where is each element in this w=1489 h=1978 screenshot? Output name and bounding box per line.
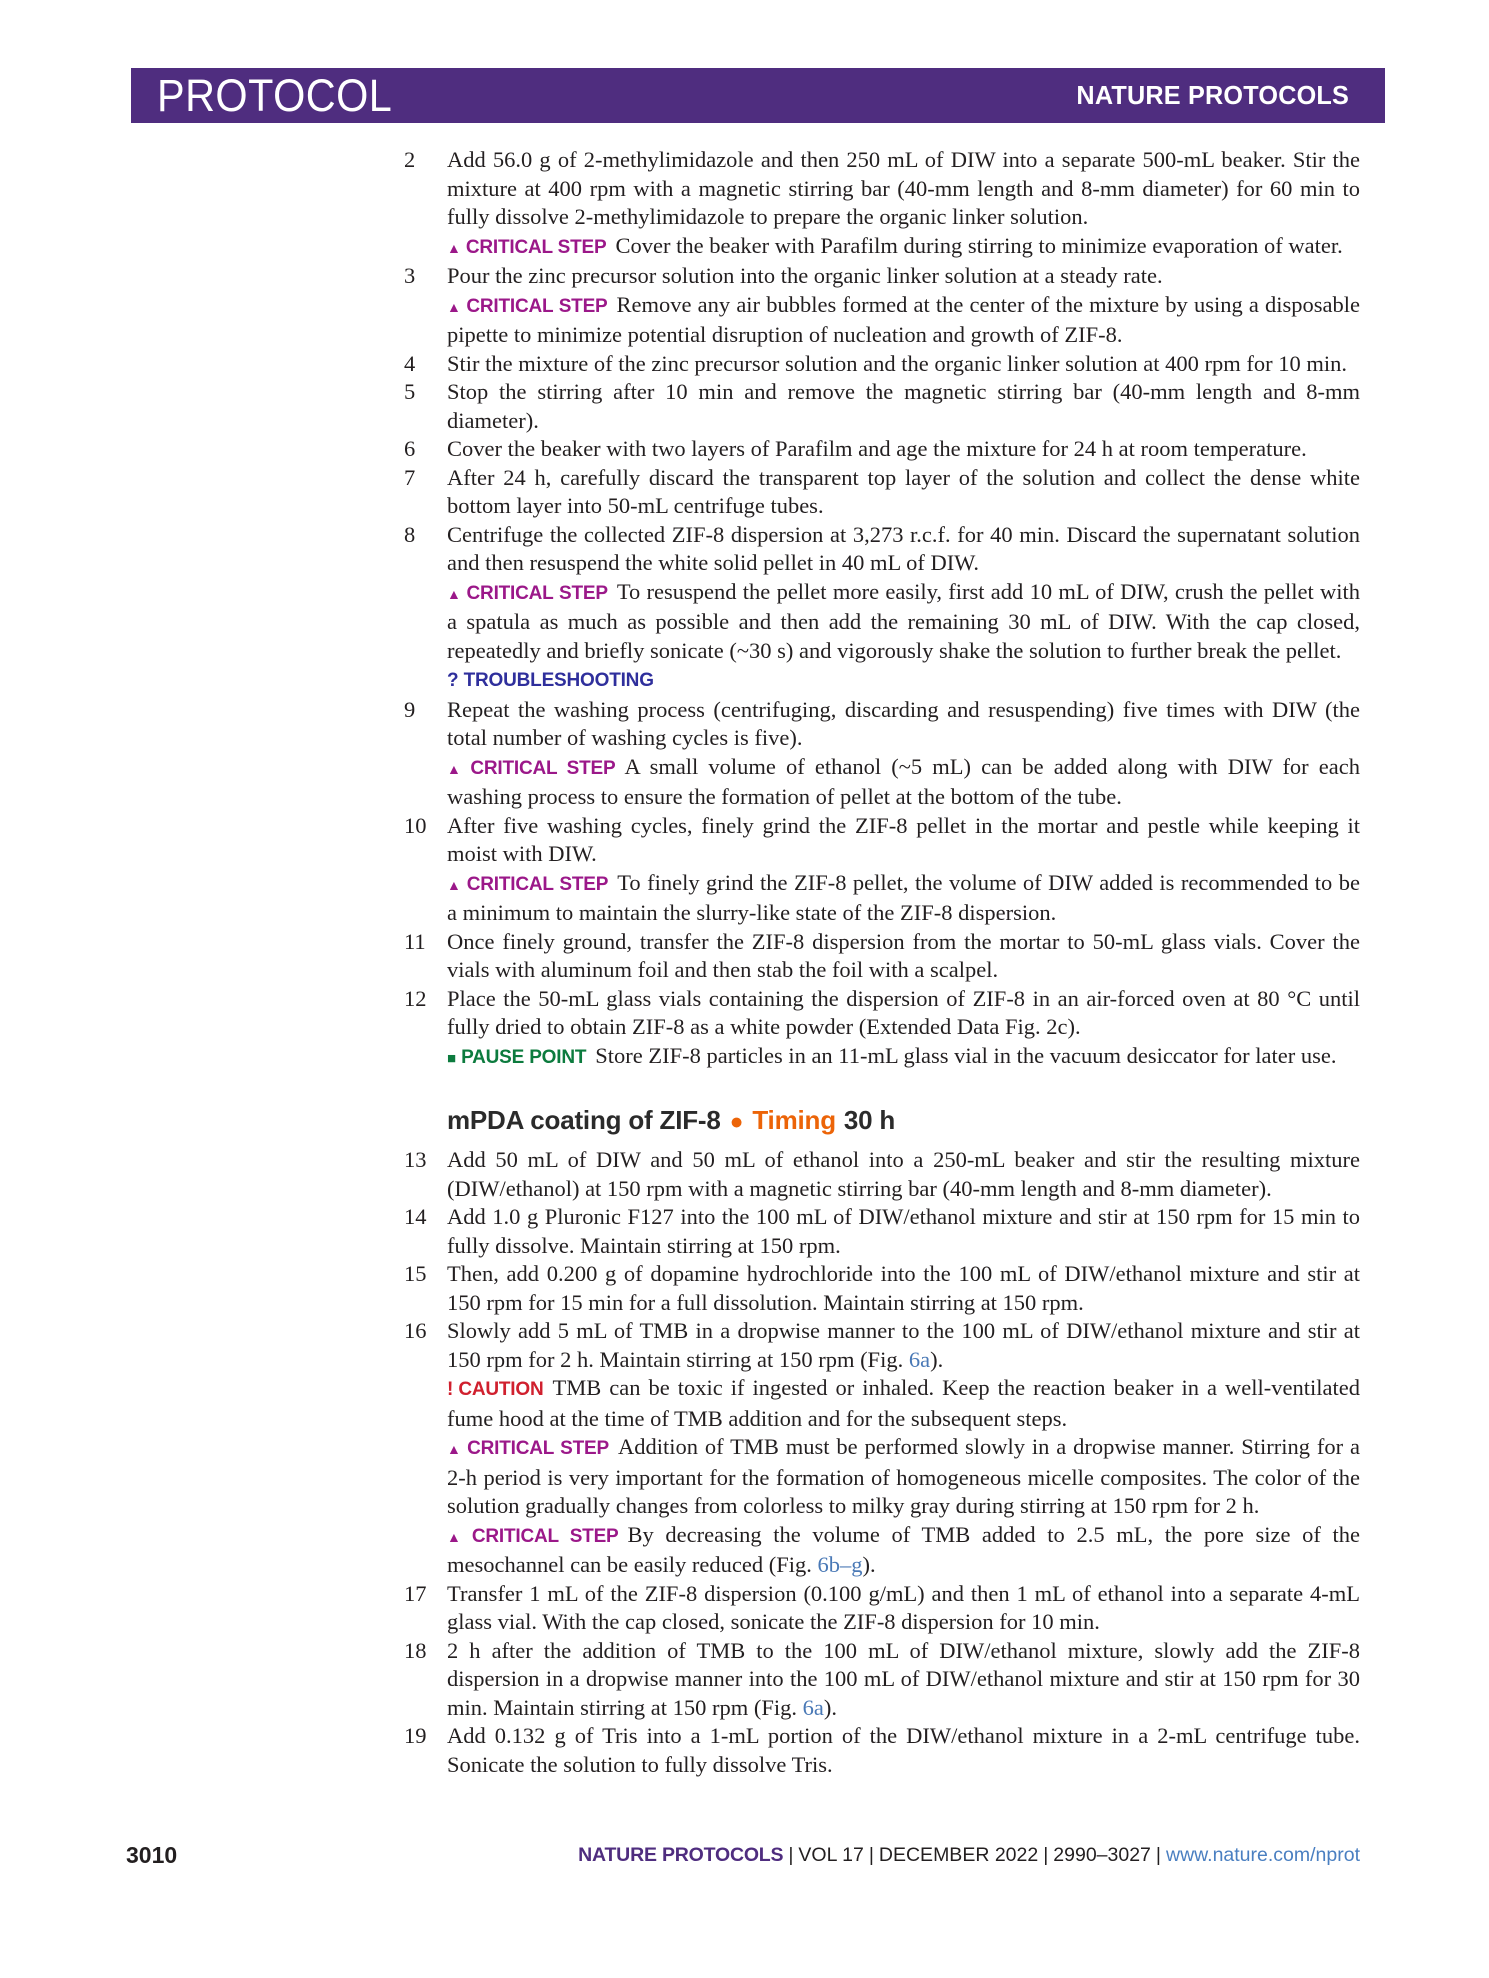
critical-marker-icon: ▲: [447, 239, 461, 256]
footer-date: DECEMBER 2022: [878, 1844, 1039, 1866]
section-heading-title: mPDA coating of ZIF-8: [447, 1105, 721, 1135]
step-number: 9: [404, 696, 416, 722]
protocol-step: [404, 262, 1360, 350]
critical-label: CRITICAL STEP: [466, 582, 608, 604]
step-text: Stir the mixture of the zinc precursor solution and the organic linker solution at 400 rpm for 10 min.: [447, 350, 1348, 376]
step-number: 19: [404, 1723, 427, 1748]
critical-note: ▲ CRITICAL STEP Cover the beaker with Parafilm during stirring to minimize evaporation of water.: [447, 232, 1343, 258]
critical-label: CRITICAL STEP: [471, 1525, 619, 1547]
protocol-step: [404, 1260, 1360, 1317]
protocol-steps: [404, 146, 1360, 1779]
step-text: After 24 h, carefully discard the transparent top layer of the solution and collect the dense white bottom layer into 50-mL centrifuge tubes.: [447, 464, 1360, 518]
protocol-step: [404, 1203, 1360, 1260]
figure-link[interactable]: 6a: [802, 1694, 824, 1720]
critical-marker-icon: ▲: [447, 760, 466, 777]
protocol-step: [404, 1317, 1360, 1580]
step-text: Add 1.0 g Pluronic F127 into the 100 mL of DIW/ethanol mixture and stir at 150 rpm for 15 min to fully dissolve. Maintain stirring at 150 rpm.: [447, 1204, 1360, 1258]
troubleshooting-marker-icon: ?: [447, 670, 459, 691]
step-content: [447, 696, 1360, 812]
troubleshooting-label: TROUBLESHOOTING: [463, 670, 654, 691]
footer-link[interactable]: www.nature.com/nprot: [1165, 1844, 1360, 1866]
step-number: 10: [404, 812, 427, 838]
step-text: Pour the zinc precursor solution into the organic linker solution at a steady rate.: [447, 263, 1163, 288]
step-number: 13: [404, 1147, 427, 1172]
critical-note: ▲ CRITICAL STEP A small volume of ethanol (~5 mL) can be added along with DIW for each washing process to ensure the formation of pellet at the bottom of the tube.: [447, 753, 1360, 809]
figure-link[interactable]: 6a: [908, 1346, 931, 1372]
critical-note: ▲ CRITICAL STEP To resuspend the pellet more easily, first add 10 mL of DIW, crush the pellet with a spatula as much as possible and then add the remaining 30 mL of DIW. With the cap closed, repeatedly and briefly sonicate (~30 s) and vigorously shake the solution to further break the pellet.: [447, 578, 1360, 663]
figure-link[interactable]: 6b–g: [817, 1552, 863, 1577]
step-content: [447, 1146, 1360, 1203]
protocol-step: [404, 464, 1360, 521]
step-content: [447, 378, 1360, 435]
footer-separator: |: [868, 1844, 874, 1866]
troubleshooting-note: [447, 665, 1360, 696]
step-number: 8: [404, 521, 416, 547]
step-number: 14: [404, 1204, 427, 1229]
step-number: 12: [404, 985, 427, 1011]
footer-separator: |: [1043, 1844, 1049, 1866]
step-content: [447, 1260, 1360, 1317]
critical-label: CRITICAL STEP: [465, 236, 607, 258]
protocol-step: [404, 350, 1360, 379]
step-text: Then, add 0.200 g of dopamine hydrochloride into the 100 mL of DIW/ethanol mixture and stir at 150 rpm for 15 min for a full dissolution. Maintain stirring at 150 rpm.: [447, 1261, 1360, 1315]
step-text: Add 50 mL of DIW and 50 mL of ethanol into a 250-mL beaker and stir the resulting mixture (DIW/ethanol) at 150 rpm with a magnetic stirring bar (40-mm length and 8-mm diameter).: [447, 1147, 1360, 1201]
critical-note: ▲ CRITICAL STEP By decreasing the volume of TMB added to 2.5 mL, the pore size of the mesochannel can be easily reduced (Fig. 6b–g).: [447, 1521, 1361, 1577]
step-content: [447, 464, 1360, 521]
step-content: [447, 928, 1360, 985]
step-text: Centrifuge the collected ZIF-8 dispersion at 3,273 r.c.f. for 40 min. Discard the supernatant solution and then resuspend the white solid pellet in 40 mL of DIW.: [447, 521, 1360, 575]
protocol-step: [404, 435, 1360, 464]
step-content: [447, 1203, 1360, 1260]
protocol-step: [404, 985, 1360, 1074]
header-band: [131, 68, 1385, 123]
protocol-step: [404, 1637, 1360, 1723]
caution-marker-icon: !: [447, 1379, 454, 1400]
step-content: [447, 146, 1360, 262]
timing-dot-icon: ●: [729, 1108, 744, 1134]
protocol-step: [404, 1146, 1360, 1203]
step-text: Add 0.132 g of Tris into a 1-mL portion of the DIW/ethanol mixture in a 2-mL centrifuge tube. Sonicate the solution to fully dissolve Tris.: [447, 1723, 1360, 1777]
critical-label: CRITICAL STEP: [467, 1438, 609, 1459]
step-number: 2: [404, 147, 416, 172]
step-number: 4: [404, 350, 416, 376]
step-text: Stop the stirring after 10 min and remove the magnetic stirring bar (40-mm length and 8-mm diameter).: [447, 379, 1360, 433]
step-text: Place the 50-mL glass vials containing the dispersion of ZIF-8 in an air-forced oven at 80 °C until fully dried to obtain ZIF-8 as a white powder (Extended Data Fig. 2c).: [447, 985, 1360, 1039]
protocol-step: [404, 146, 1360, 262]
step-number: 17: [404, 1580, 427, 1606]
step-number: 5: [404, 379, 416, 404]
footer-volume: VOL 17: [798, 1844, 864, 1866]
step-text: Add 56.0 g of 2-methylimidazole and then 250 mL of DIW into a separate 500-mL beaker. Stir the mixture at 400 rpm with a magnetic stirring bar (40-mm length and 8-mm diameter) for 60 min to fully dissolve 2-methylimidazole to prepare the organic linker solution.: [447, 147, 1360, 229]
step-content: [447, 1722, 1360, 1779]
journal-name: NATURE PROTOCOLS: [578, 1844, 784, 1866]
step-number: 6: [404, 436, 416, 461]
protocol-step: [404, 928, 1360, 985]
footer-separator: |: [1155, 1844, 1161, 1866]
critical-note: ▲ CRITICAL STEP To finely grind the ZIF-8 pellet, the volume of DIW added is recommended to be a minimum to maintain the slurry-like state of the ZIF-8 dispersion.: [447, 869, 1360, 925]
step-text: Slowly add 5 mL of TMB in a dropwise manner to the 100 mL of DIW/ethanol mixture and stir at 150 rpm for 2 h. Maintain stirring at 150 rpm (Fig. 6a).: [447, 1318, 1360, 1372]
step-text: 2 h after the addition of TMB to the 100 mL of DIW/ethanol mixture, slowly add the ZIF-8 dispersion in a dropwise manner into the 100 mL of DIW/ethanol mixture and stir at 150 rpm for 30 min. Maintain stirring at 150 rpm (Fig. 6a).: [447, 1637, 1360, 1720]
protocol-step: [404, 1580, 1360, 1637]
caution-note: ! CAUTION TMB can be toxic if ingested or inhaled. Keep the reaction beaker in a well-ventilated fume hood at the time of TMB addition and for the subsequent steps.: [447, 1375, 1360, 1431]
timing-label: Timing: [752, 1105, 836, 1135]
pause-label: PAUSE POINT: [461, 1046, 587, 1068]
critical-label: CRITICAL STEP: [466, 295, 608, 317]
critical-label: CRITICAL STEP: [470, 757, 616, 779]
protocol-step: [404, 812, 1360, 928]
caution-label: CAUTION: [458, 1379, 544, 1400]
protocol-band-label: PROTOCOL: [157, 70, 393, 121]
step-content: [447, 350, 1360, 379]
footer-pages: 2990–3027: [1053, 1844, 1151, 1866]
step-content: [447, 812, 1360, 928]
step-text: Once finely ground, transfer the ZIF-8 dispersion from the mortar to 50-mL glass vials. Cover the vials with aluminum foil and then stab the foil with a scalpel.: [447, 928, 1360, 982]
step-content: [447, 435, 1360, 464]
critical-marker-icon: ▲: [447, 1528, 467, 1545]
footer-separator: |: [788, 1844, 794, 1866]
timing-value: 30 h: [843, 1105, 896, 1135]
critical-marker-icon: ▲: [447, 585, 462, 602]
critical-note: ▲ CRITICAL STEP Addition of TMB must be performed slowly in a dropwise manner. Stirring for a 2-h period is very important for the formation of homogeneous micelle composites. The color of the solution gradually changes from colorless to milky gray during stirring at 150 rpm for 2 h.: [447, 1434, 1360, 1518]
step-number: 16: [404, 1318, 427, 1343]
journal-band-label: NATURE PROTOCOLS: [1076, 80, 1349, 110]
critical-note: ▲ CRITICAL STEP Remove any air bubbles formed at the center of the mixture by using a disposable pipette to minimize potential disruption of nucleation and growth of ZIF-8.: [447, 291, 1360, 347]
pause-marker-icon: ■: [447, 1049, 457, 1067]
critical-marker-icon: ▲: [447, 1441, 463, 1457]
step-number: 7: [404, 464, 416, 490]
step-text: Repeat the washing process (centrifuging, discarding and resuspending) five times with DIW (the total number of washing cycles is five).: [447, 696, 1360, 750]
step-text: After five washing cycles, finely grind the ZIF-8 pellet in the mortar and pestle while keeping it moist with DIW.: [447, 812, 1360, 866]
step-content: [447, 1580, 1360, 1637]
step-content: [447, 262, 1360, 350]
section-heading: [447, 1105, 1360, 1136]
journal-footer-line: [578, 1844, 1360, 1867]
step-number: 18: [404, 1637, 427, 1663]
critical-marker-icon: ▲: [447, 876, 462, 893]
step-text: Transfer 1 mL of the ZIF-8 dispersion (0.100 g/mL) and then 1 mL of ethanol into a separate 4-mL glass vial. With the cap closed, sonicate the ZIF-8 dispersion for 10 min.: [447, 1580, 1360, 1634]
step-number: 11: [404, 928, 426, 954]
critical-label: CRITICAL STEP: [466, 873, 609, 895]
step-number: 3: [404, 263, 416, 288]
protocol-step: [404, 521, 1360, 696]
pause-note: ■ PAUSE POINT Store ZIF-8 particles in an 11-mL glass vial in the vacuum desiccator for later use.: [447, 1042, 1337, 1068]
critical-marker-icon: ▲: [447, 298, 462, 315]
protocol-step: [404, 378, 1360, 435]
step-content: [447, 1637, 1360, 1723]
step-text: Cover the beaker with two layers of Parafilm and age the mixture for 24 h at room temperature.: [447, 436, 1307, 461]
protocol-step: [404, 696, 1360, 812]
step-content: [447, 985, 1360, 1074]
step-content: [447, 1317, 1360, 1580]
page-number: 3010: [126, 1842, 178, 1868]
protocol-step: [404, 1722, 1360, 1779]
step-content: [447, 521, 1360, 696]
step-number: 15: [404, 1261, 427, 1286]
